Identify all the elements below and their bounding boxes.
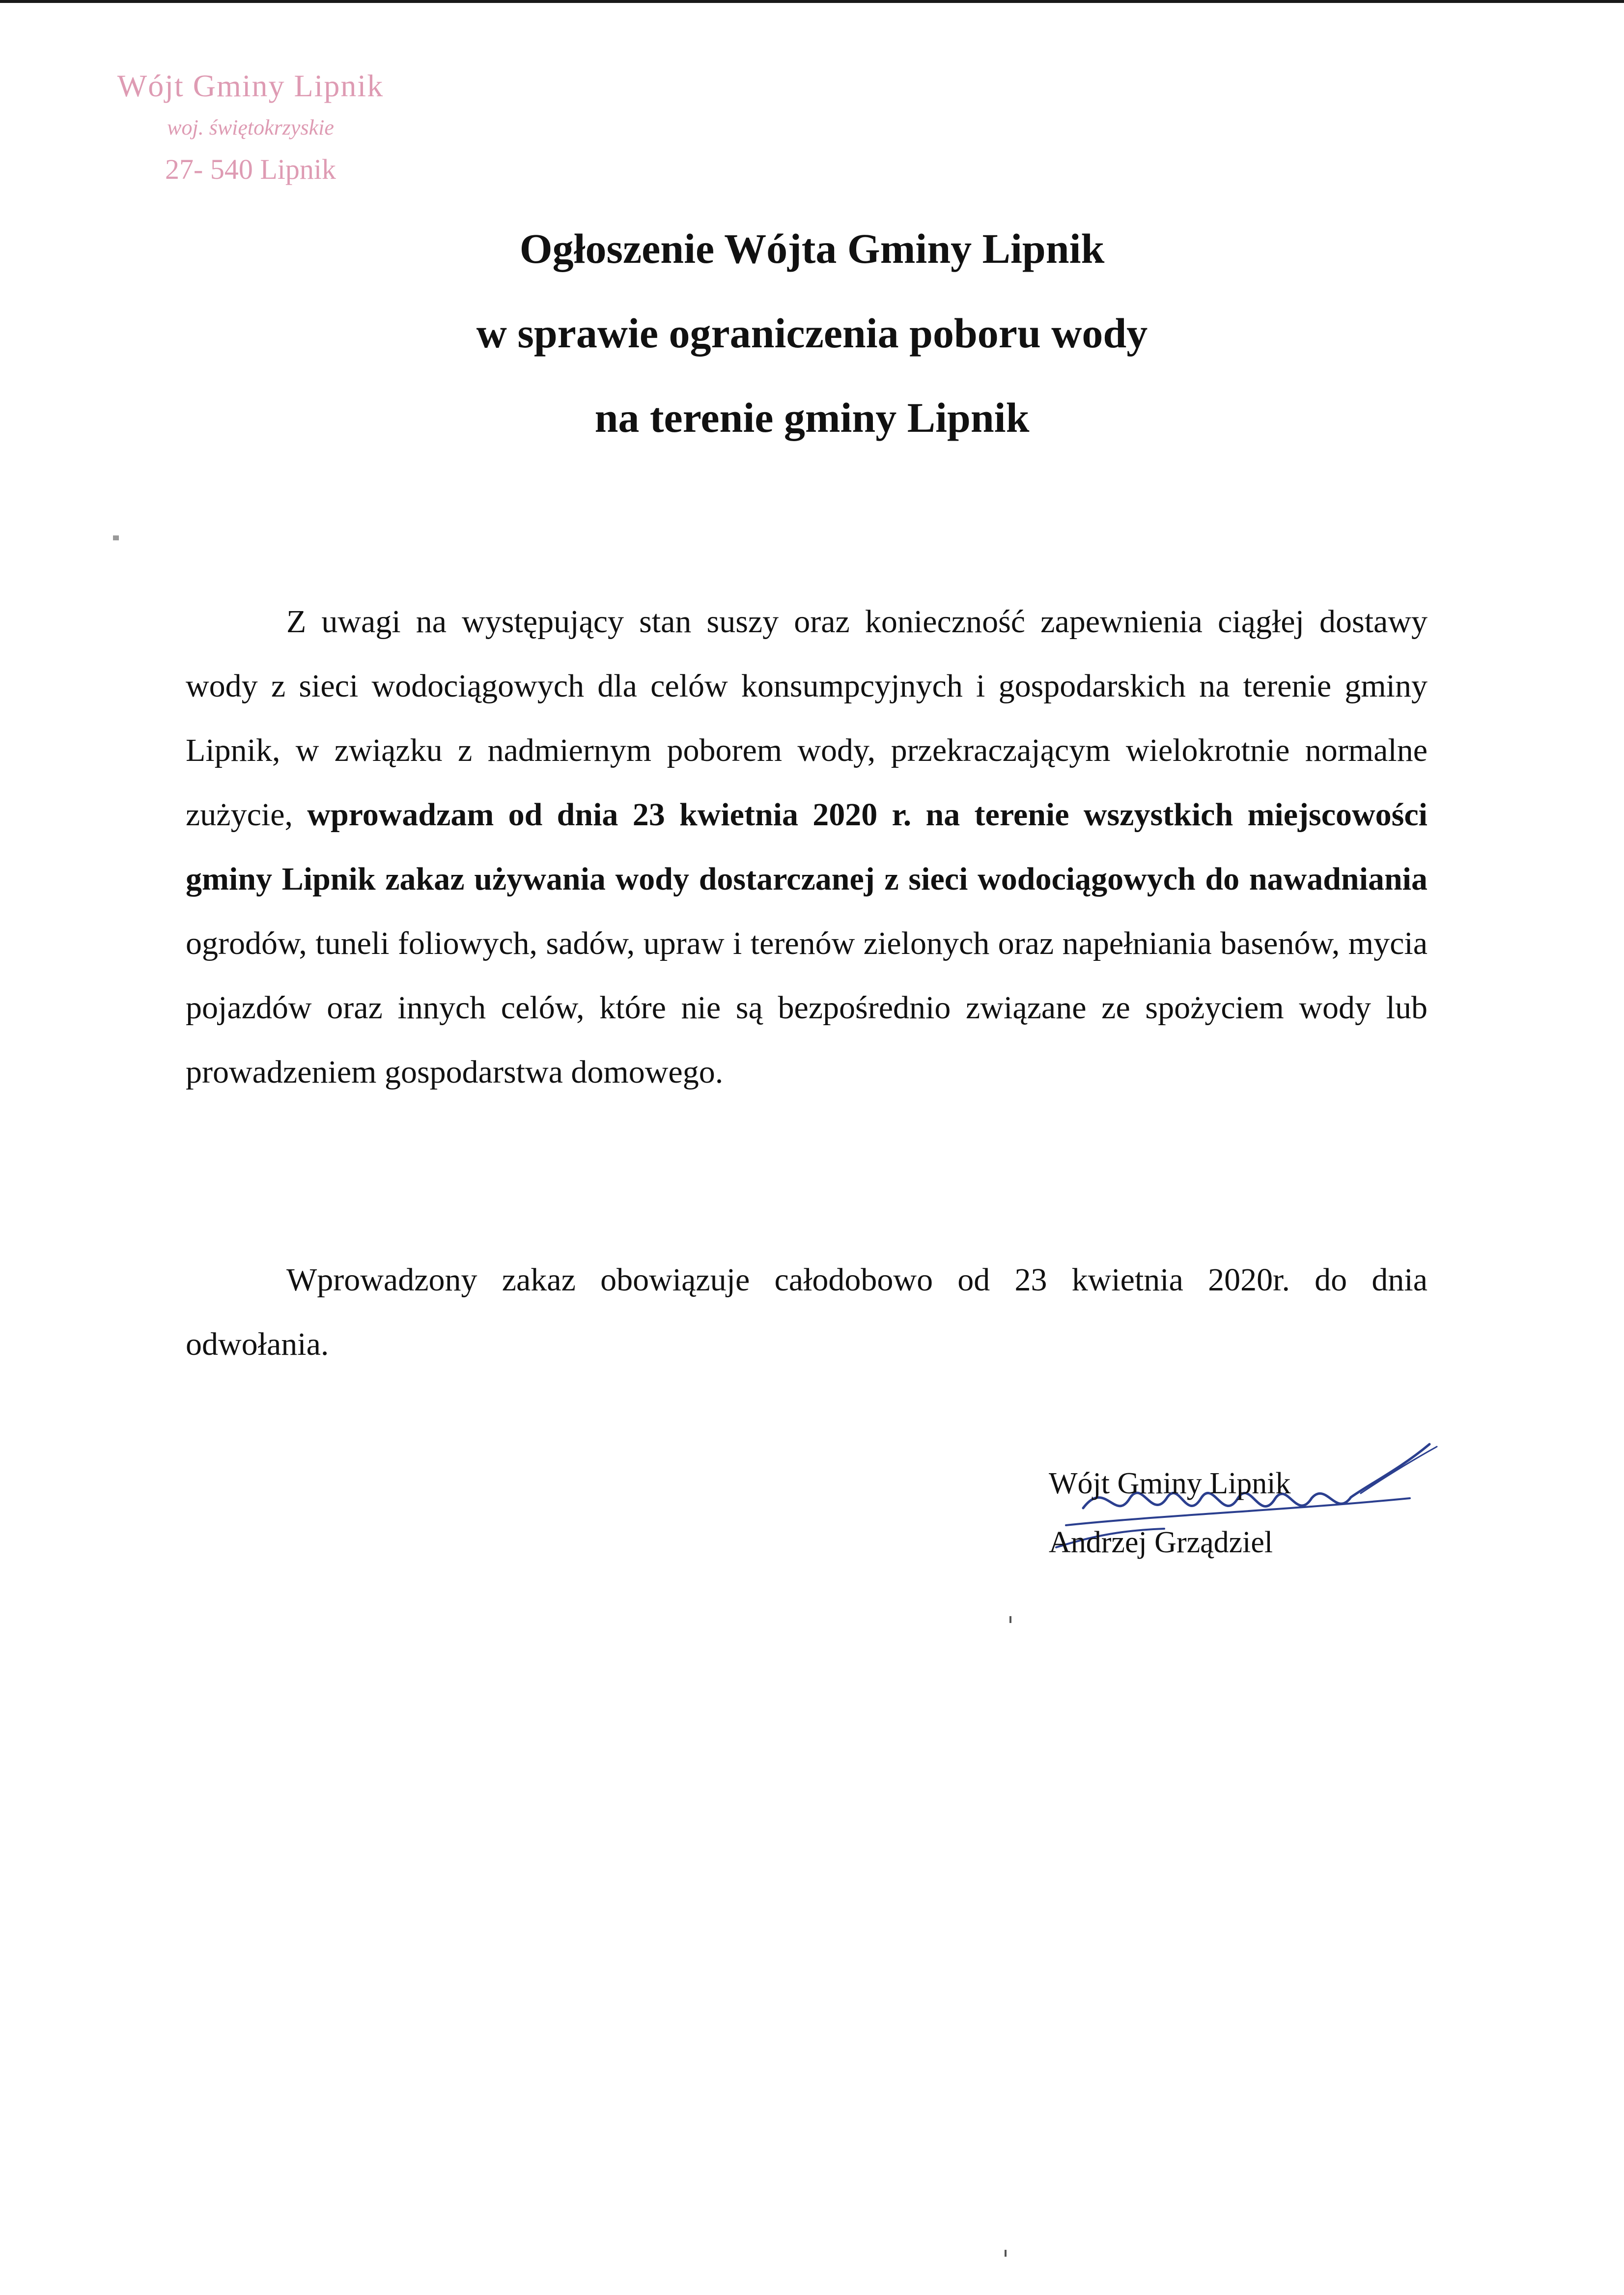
- validity-paragraph: Wprowadzony zakaz obowiązuje całodobowo od 23 kwietnia 2020r. do dnia odwołania.: [186, 1262, 1428, 1362]
- signature-block: [1049, 1454, 1442, 1572]
- signature-name: Andrzej Grządziel: [1049, 1526, 1273, 1559]
- title-line-3: na terenie gminy Lipnik: [594, 394, 1030, 441]
- title-line-1: Ogłoszenie Wójta Gminy Lipnik: [519, 225, 1105, 272]
- stamp-line-province: woj. świętokrzyskie: [167, 115, 334, 140]
- signature-title: Wójt Gminy Lipnik: [1049, 1467, 1291, 1500]
- scan-speck: [113, 535, 119, 540]
- paragraph-bold-decision: wprowadzam od dnia 23 kwietnia 2020 r. na terenie wszystkich miejscowości gminy Lipnik zakaz używania wody dostarczanej z sieci wodociągowych do nawadniania: [186, 797, 1428, 897]
- document-title: [0, 206, 1624, 460]
- paragraph-closing-text: ogrodów, tuneli foliowych, sadów, upraw i terenów zielonych oraz napełniania basenów, mycia pojazdów oraz innych celów, które nie są bezpośrednio związane ze spożyciem wody lub prowadzeniem gospodarstwa domowego.: [186, 925, 1428, 1090]
- scan-speck: [1005, 2250, 1007, 2257]
- main-paragraph: [186, 589, 1428, 1104]
- stamp-line-address: 27- 540 Lipnik: [165, 153, 336, 185]
- scan-top-border: [0, 0, 1624, 3]
- title-line-2: w sprawie ograniczenia poboru wody: [476, 309, 1148, 357]
- paragraph-intro-text: Z uwagi na występujący stan suszy oraz konieczność zapewnienia ciągłej dostawy wody z sieci wodociągowych dla celów konsumpcyjnych i gospodarskich na terenie gminy Lipnik, w związku z nadmiernym poborem wody, przekraczającym wielokrotnie normalne zużycie,: [186, 604, 1428, 833]
- scan-speck: [1009, 1616, 1011, 1623]
- office-stamp: [74, 64, 427, 192]
- stamp-line-office: Wójt Gminy Lipnik: [117, 68, 384, 103]
